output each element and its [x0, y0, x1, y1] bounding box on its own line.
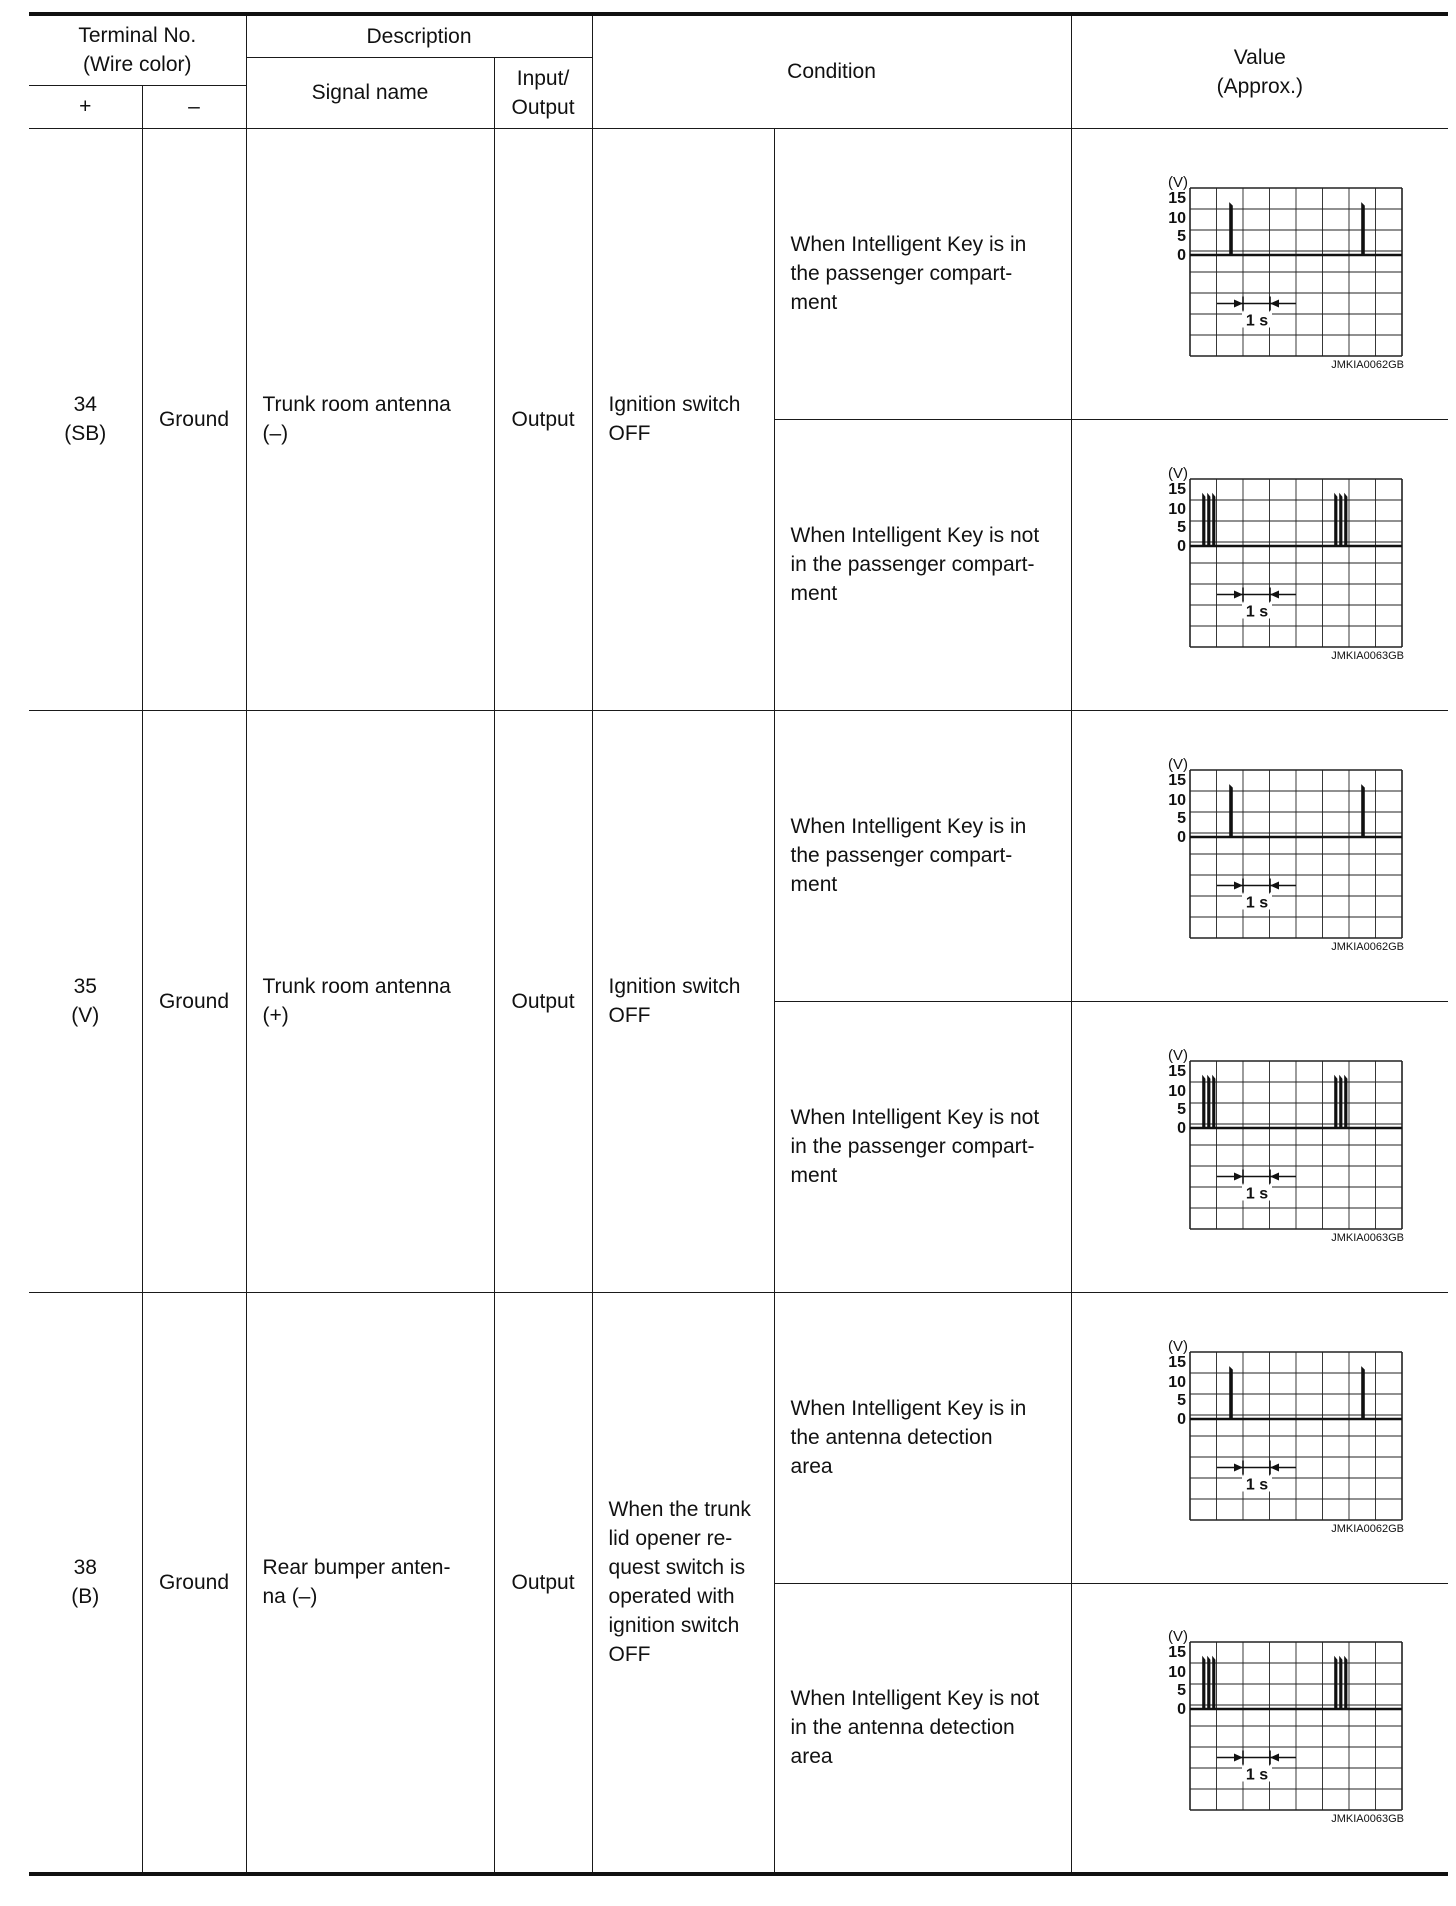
sub-condition-line: ment: [790, 291, 838, 314]
sub-condition-cell: [774, 1001, 1071, 1292]
main-condition-line: Ignition switch: [608, 393, 741, 416]
waveform-y-tick: 0: [1176, 537, 1186, 555]
waveform-pulse: [1208, 1658, 1210, 1709]
waveform-pulse: [1362, 204, 1364, 255]
signal-name-line: (–): [262, 422, 289, 445]
sub-condition-line: in the passenger compart-: [790, 1135, 1035, 1158]
io-cell: Output: [494, 128, 592, 710]
sub-condition-line: area: [790, 1455, 833, 1478]
waveform-cell: [1071, 1292, 1448, 1583]
waveform-pulse: [1230, 204, 1232, 255]
main-condition-line: OFF: [608, 1643, 651, 1667]
header-input-output: Input/ Output: [494, 57, 592, 128]
sub-condition-cell: [774, 1292, 1071, 1583]
sub-condition-line: the passenger compart-: [790, 262, 1013, 285]
main-condition-line: operated with: [608, 1585, 735, 1609]
time-label: 1 s: [1245, 1476, 1268, 1493]
waveform-pulse: [1230, 786, 1232, 837]
sub-condition-line: ment: [790, 873, 838, 896]
waveform-cell: [1071, 1583, 1448, 1874]
time-label: 1 s: [1245, 603, 1268, 620]
waveform-pulse: [1335, 1658, 1337, 1709]
waveform-cell: [1071, 1001, 1448, 1292]
waveform-graph: [1110, 1338, 1410, 1538]
waveform-cell: [1071, 419, 1448, 710]
terminal-spec-table: [29, 12, 1448, 1876]
waveform-code: JMKIA0063GB: [1331, 1812, 1404, 1825]
wire-color: (SB): [64, 422, 107, 445]
waveform-y-tick: 15: [1167, 480, 1186, 498]
ground-cell: Ground: [142, 1292, 246, 1874]
main-condition-line: ignition switch: [608, 1614, 740, 1638]
time-arrow-right: [1234, 299, 1243, 307]
time-arrow-left: [1270, 1172, 1279, 1180]
waveform-y-tick: 15: [1167, 189, 1186, 207]
waveform-pulse: [1362, 786, 1364, 837]
signal-name-line: Trunk room antenna: [262, 975, 451, 998]
ground-cell: Ground: [142, 710, 246, 1292]
waveform-pulse: [1213, 1077, 1215, 1128]
sub-condition-cell: [774, 710, 1071, 1001]
header-description: Description: [246, 14, 592, 57]
waveform-y-tick: 0: [1176, 246, 1186, 264]
terminal-number: 35: [73, 975, 97, 998]
waveform-y-tick: 15: [1167, 1643, 1186, 1661]
main-condition-cell: [592, 710, 774, 1292]
time-arrow-right: [1234, 1463, 1243, 1471]
signal-name-line: Trunk room antenna: [262, 393, 451, 416]
main-condition-cell: [592, 128, 774, 710]
signal-name-cell: [246, 128, 494, 710]
waveform-unit: (V): [1167, 755, 1188, 773]
waveform-pulse: [1345, 1077, 1347, 1128]
sub-condition-cell: [774, 1583, 1071, 1874]
waveform-y-tick: 10: [1167, 1082, 1186, 1100]
waveform-grid: [1190, 479, 1402, 647]
waveform-y-tick: 10: [1167, 1373, 1186, 1391]
wire-color: (V): [71, 1004, 100, 1027]
ground-cell: Ground: [142, 128, 246, 710]
terminal-number: 34: [73, 393, 97, 416]
waveform-y-tick: 10: [1167, 1663, 1186, 1681]
waveform-pulse: [1203, 1658, 1205, 1709]
time-arrow-left: [1270, 1753, 1279, 1761]
waveform-pulse: [1335, 495, 1337, 546]
waveform-y-tick: 0: [1176, 828, 1186, 846]
sub-condition-line: ment: [790, 1164, 838, 1187]
waveform-pulse: [1335, 1077, 1337, 1128]
sub-condition-line: When Intelligent Key is in: [790, 1397, 1027, 1420]
waveform-pulse: [1230, 1368, 1232, 1419]
header-minus: –: [142, 85, 246, 128]
waveform-unit: (V): [1167, 1627, 1188, 1645]
sub-condition-line: the passenger compart-: [790, 844, 1013, 867]
waveform-y-tick: 15: [1167, 1353, 1186, 1371]
time-arrow-right: [1234, 1753, 1243, 1761]
sub-condition-line: in the passenger compart-: [790, 553, 1035, 576]
sub-condition-line: in the antenna detection: [790, 1716, 1015, 1740]
terminal-number-cell: [29, 1292, 142, 1874]
main-condition-line: When the trunk: [608, 1498, 751, 1522]
sub-condition-line: When Intelligent Key is not: [790, 524, 1040, 547]
time-arrow-left: [1270, 1463, 1279, 1471]
waveform-pulse: [1340, 1077, 1342, 1128]
waveform-pulse: [1203, 495, 1205, 546]
terminal-number-cell: [29, 710, 142, 1292]
sub-condition-line: area: [790, 1745, 833, 1769]
waveform-unit: (V): [1167, 1046, 1188, 1064]
waveform-code: JMKIA0062GB: [1331, 1522, 1404, 1535]
signal-name-cell: [246, 710, 494, 1292]
sub-condition-cell: [774, 419, 1071, 710]
waveform-unit: (V): [1167, 464, 1188, 482]
waveform-grid: [1190, 1061, 1402, 1229]
waveform-cell: [1071, 128, 1448, 419]
table-row: [29, 710, 1448, 1001]
time-arrow-left: [1270, 299, 1279, 307]
waveform-pulse: [1203, 1077, 1205, 1128]
sub-condition-line: When Intelligent Key is in: [790, 233, 1027, 256]
header-terminal-no: Terminal No. (Wire color): [29, 14, 246, 85]
time-arrow-left: [1270, 881, 1279, 889]
wire-color: (B): [71, 1585, 100, 1609]
sub-condition-line: the antenna detection: [790, 1426, 993, 1449]
waveform-pulse: [1213, 495, 1215, 546]
header-condition: Condition: [592, 14, 1071, 128]
waveform-y-tick: 15: [1167, 1062, 1186, 1080]
header-plus: +: [29, 85, 142, 128]
waveform-y-tick: 5: [1176, 518, 1186, 536]
time-arrow-right: [1234, 881, 1243, 889]
waveform-pulse: [1345, 1658, 1347, 1709]
main-condition-cell: [592, 1292, 774, 1874]
waveform-y-tick: 5: [1176, 809, 1186, 827]
waveform-y-tick: 0: [1176, 1700, 1186, 1718]
sub-condition-line: When Intelligent Key is not: [790, 1106, 1040, 1129]
signal-name-line: Rear bumper anten-: [262, 1556, 451, 1580]
sub-condition-line: When Intelligent Key is not: [790, 1687, 1040, 1711]
waveform-pulse: [1213, 1658, 1215, 1709]
time-label: 1 s: [1245, 312, 1268, 329]
waveform-grid: [1190, 188, 1402, 356]
waveform-y-tick: 0: [1176, 1119, 1186, 1137]
waveform-code: JMKIA0062GB: [1331, 358, 1404, 371]
main-condition-line: Ignition switch: [608, 975, 741, 998]
main-condition-line: lid opener re-: [608, 1527, 733, 1551]
table-row: [29, 1292, 1448, 1583]
waveform-pulse: [1208, 1077, 1210, 1128]
waveform-y-tick: 5: [1176, 227, 1186, 245]
time-label: 1 s: [1245, 894, 1268, 911]
main-condition-line: OFF: [608, 422, 651, 445]
waveform-graph: [1110, 756, 1410, 956]
waveform-cell: [1071, 710, 1448, 1001]
waveform-code: JMKIA0062GB: [1331, 940, 1404, 953]
waveform-pulse: [1345, 495, 1347, 546]
waveform-y-tick: 5: [1176, 1391, 1186, 1409]
signal-name-line: na (–): [262, 1585, 318, 1609]
waveform-y-tick: 0: [1176, 1410, 1186, 1428]
waveform-y-tick: 5: [1176, 1681, 1186, 1699]
waveform-pulse: [1340, 495, 1342, 546]
waveform-y-tick: 10: [1167, 209, 1186, 227]
waveform-grid: [1190, 1352, 1402, 1520]
waveform-pulse: [1340, 1658, 1342, 1709]
terminal-number: 38: [73, 1556, 97, 1580]
waveform-graph: [1110, 1628, 1410, 1828]
time-arrow-right: [1234, 1172, 1243, 1180]
waveform-unit: (V): [1167, 1337, 1188, 1355]
main-condition-line: OFF: [608, 1004, 651, 1027]
waveform-y-tick: 5: [1176, 1100, 1186, 1118]
waveform-unit: (V): [1167, 173, 1188, 191]
table-row: [29, 128, 1448, 419]
waveform-code: JMKIA0063GB: [1331, 1231, 1404, 1244]
terminal-number-cell: [29, 128, 142, 710]
waveform-graph: [1110, 465, 1410, 665]
header-signal-name: Signal name: [246, 57, 494, 128]
header-value: Value (Approx.): [1071, 14, 1448, 128]
waveform-graph: [1110, 174, 1410, 374]
signal-name-line: (+): [262, 1004, 289, 1027]
waveform-y-tick: 10: [1167, 791, 1186, 809]
waveform-grid: [1190, 770, 1402, 938]
waveform-y-tick: 15: [1167, 771, 1186, 789]
waveform-code: JMKIA0063GB: [1331, 649, 1404, 662]
time-arrow-left: [1270, 590, 1279, 598]
waveform-graph: [1110, 1047, 1410, 1247]
time-label: 1 s: [1245, 1766, 1268, 1784]
sub-condition-cell: [774, 128, 1071, 419]
io-cell: Output: [494, 710, 592, 1292]
waveform-pulse: [1208, 495, 1210, 546]
waveform-y-tick: 10: [1167, 500, 1186, 518]
main-condition-line: quest switch is: [608, 1556, 746, 1580]
io-cell: Output: [494, 1292, 592, 1874]
signal-name-cell: [246, 1292, 494, 1874]
time-label: 1 s: [1245, 1185, 1268, 1202]
sub-condition-line: When Intelligent Key is in: [790, 815, 1027, 838]
waveform-pulse: [1362, 1368, 1364, 1419]
sub-condition-line: ment: [790, 582, 838, 605]
time-arrow-right: [1234, 590, 1243, 598]
waveform-grid: [1190, 1642, 1402, 1810]
